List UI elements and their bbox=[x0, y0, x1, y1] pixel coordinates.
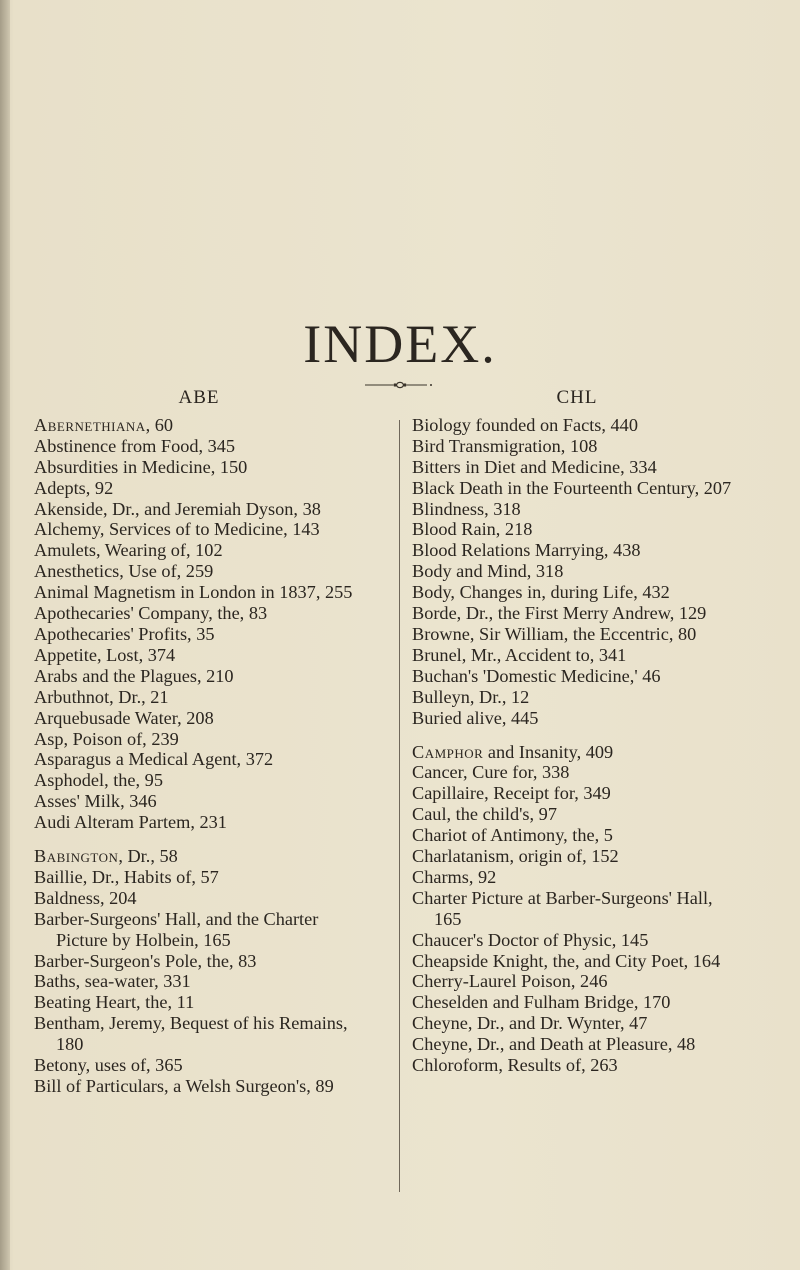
index-entry: Bulleyn, Dr., 12 bbox=[412, 686, 530, 707]
index-entry: Anesthetics, Use of, 259 bbox=[34, 561, 214, 582]
column-heading: ABE bbox=[178, 387, 220, 408]
index-entry: Alchemy, Services of to Medicine, 143 bbox=[34, 519, 320, 540]
index-entry bbox=[34, 846, 364, 867]
letter-lead-word: Abernethiana bbox=[34, 414, 146, 435]
index-entry: Cancer, Cure for, 338 bbox=[412, 762, 570, 783]
index-entry: Cheselden and Fulham Bridge, 170 bbox=[412, 992, 671, 1013]
index-entry: Baldness, 204 bbox=[34, 887, 137, 908]
index-entry: Asses' Milk, 346 bbox=[34, 791, 157, 812]
entry-group-c bbox=[412, 742, 742, 1077]
index-entry: Cherry-Laurel Poison, 246 bbox=[412, 971, 608, 992]
index-entry: Blood Rain, 218 bbox=[412, 519, 533, 540]
index-entry: Barber-Surgeons' Hall, and the Charter Picture by Holbein, 165 bbox=[34, 908, 319, 950]
index-entry: Biology founded on Facts, 440 bbox=[412, 414, 638, 435]
index-entry: Asparagus a Medical Agent, 372 bbox=[34, 749, 274, 770]
index-entry: Arabs and the Plagues, 210 bbox=[34, 665, 234, 686]
index-entry: Borde, Dr., the First Merry Andrew, 129 bbox=[412, 603, 707, 624]
entry-text: and Insanity, 409 bbox=[483, 741, 614, 762]
index-entry: Akenside, Dr., and Jeremiah Dyson, 38 bbox=[34, 498, 321, 519]
page-binding-edge bbox=[0, 0, 10, 1270]
index-entry: Caul, the child's, 97 bbox=[412, 804, 557, 825]
index-entry: Chaucer's Doctor of Physic, 145 bbox=[412, 929, 649, 950]
index-entry: Beating Heart, the, 11 bbox=[34, 992, 195, 1013]
index-entry: Body, Changes in, during Life, 432 bbox=[412, 582, 670, 603]
index-entry: Chariot of Antimony, the, 5 bbox=[412, 825, 613, 846]
letter-lead-word: Babington bbox=[34, 846, 119, 867]
index-entry: Adepts, 92 bbox=[34, 477, 114, 498]
index-entry: Cheyne, Dr., and Death at Pleasure, 48 bbox=[412, 1034, 696, 1055]
entry-group-a bbox=[34, 415, 364, 833]
index-entry: Apothecaries' Company, the, 83 bbox=[34, 603, 268, 624]
index-entry: Charms, 92 bbox=[412, 866, 497, 887]
index-entry: Buchan's 'Domestic Medicine,' 46 bbox=[412, 665, 661, 686]
index-entry: Asphodel, the, 95 bbox=[34, 770, 163, 791]
page-title: INDEX. bbox=[303, 314, 497, 374]
index-column-left bbox=[34, 388, 364, 1097]
index-entry: Asp, Poison of, 239 bbox=[34, 728, 179, 749]
index-entry: Brunel, Mr., Accident to, 341 bbox=[412, 644, 627, 665]
index-entry: Arbuthnot, Dr., 21 bbox=[34, 686, 169, 707]
index-entry: Bitters in Diet and Medicine, 334 bbox=[412, 456, 657, 477]
index-entry: Black Death in the Fourteenth Century, 207 bbox=[412, 477, 732, 498]
index-entry: Blood Relations Marrying, 438 bbox=[412, 540, 641, 561]
index-entry: Capillaire, Receipt for, 349 bbox=[412, 783, 611, 804]
index-entry bbox=[412, 742, 742, 763]
index-entry: Chloroform, Results of, 263 bbox=[412, 1055, 618, 1076]
index-entry: Abstinence from Food, 345 bbox=[34, 435, 236, 456]
letter-lead-word: Camphor bbox=[412, 741, 484, 762]
index-entry: Charter Picture at Barber-Surgeons' Hall, 165 bbox=[412, 887, 713, 929]
index-entry: Browne, Sir William, the Eccentric, 80 bbox=[412, 623, 697, 644]
entry-group-b bbox=[34, 846, 364, 1097]
index-entry: Animal Magnetism in London in 1837, 255 bbox=[34, 582, 353, 603]
entry-text: , 60 bbox=[145, 414, 174, 435]
index-entry bbox=[34, 415, 364, 436]
index-entry: Cheapside Knight, the, and City Poet, 164 bbox=[412, 950, 721, 971]
index-entry: Body and Mind, 318 bbox=[412, 561, 564, 582]
entry-text: , Dr., 58 bbox=[118, 846, 178, 867]
index-entry: Bird Transmigration, 108 bbox=[412, 435, 598, 456]
index-entry: Appetite, Lost, 374 bbox=[34, 644, 176, 665]
index-entry: Arquebusade Water, 208 bbox=[34, 707, 214, 728]
index-entry: Betony, uses of, 365 bbox=[34, 1055, 183, 1076]
index-entry: Barber-Surgeon's Pole, the, 83 bbox=[34, 950, 257, 971]
index-entry: Baths, sea-water, 331 bbox=[34, 971, 191, 992]
index-entry: Amulets, Wearing of, 102 bbox=[34, 540, 223, 561]
entry-group-b bbox=[412, 415, 742, 729]
column-divider bbox=[399, 420, 400, 1192]
index-entry: Cheyne, Dr., and Dr. Wynter, 47 bbox=[412, 1013, 648, 1034]
index-entry: Bentham, Jeremy, Bequest of his Remains, 180 bbox=[34, 1013, 348, 1055]
index-entry: Audi Alteram Partem, 231 bbox=[34, 812, 227, 833]
index-entry: Blindness, 318 bbox=[412, 498, 521, 519]
index-column-right bbox=[412, 388, 742, 1076]
index-entry: Apothecaries' Profits, 35 bbox=[34, 623, 215, 644]
index-entry: Buried alive, 445 bbox=[412, 707, 539, 728]
column-heading: CHL bbox=[556, 387, 598, 408]
index-entry: Absurdities in Medicine, 150 bbox=[34, 456, 248, 477]
index-entry: Baillie, Dr., Habits of, 57 bbox=[34, 866, 219, 887]
index-entry: Charlatanism, origin of, 152 bbox=[412, 846, 619, 867]
index-entry: Bill of Particulars, a Welsh Surgeon's, 89 bbox=[34, 1076, 334, 1096]
